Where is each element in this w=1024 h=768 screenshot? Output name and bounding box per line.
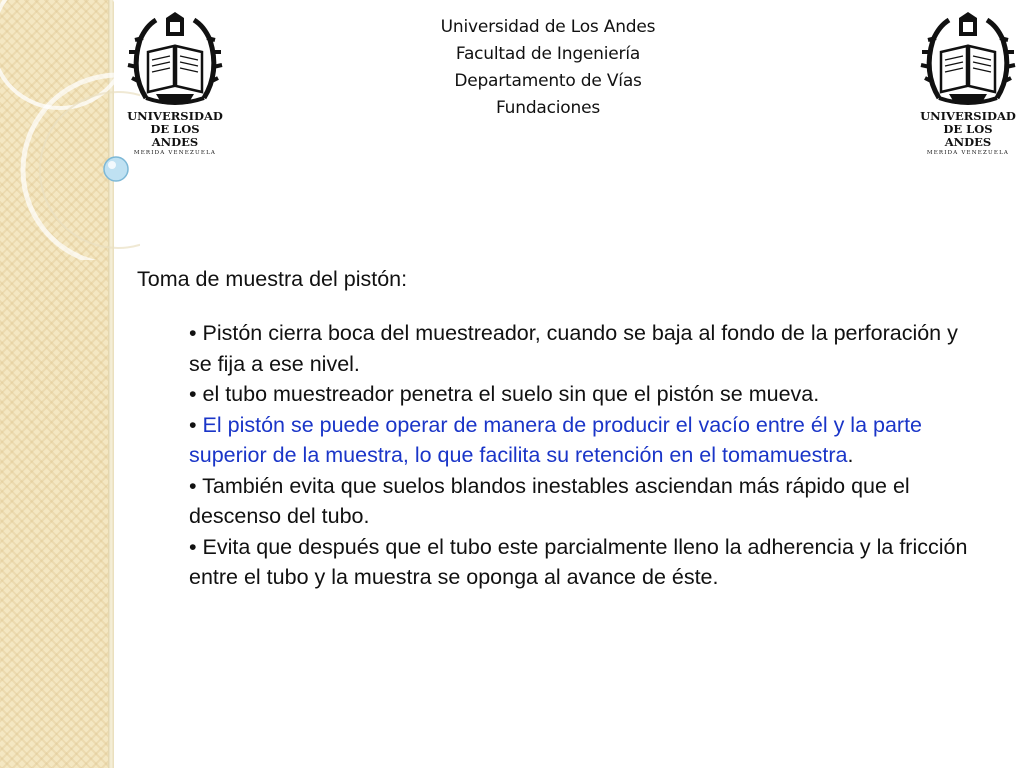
logo-name-line2: DE LOS ANDES: [943, 122, 993, 149]
header-university: Universidad de Los Andes: [440, 17, 656, 37]
bullet-suffix: .: [847, 443, 854, 467]
logo-city: MERIDA VENEZUELA: [133, 150, 217, 156]
university-seal-icon: [126, 12, 224, 110]
header-department: Departamento de Vías: [454, 71, 642, 91]
header-course: Fundaciones: [496, 98, 600, 118]
logo-name-line1: UNIVERSIDAD: [920, 109, 1016, 123]
bullet-item-4: • También evita que suelos blandos inestables asciendan más rápido que el descenso del tubo.: [189, 473, 910, 528]
bullet-item-3: [189, 410, 979, 471]
logo-name-line2: DE LOS ANDES: [150, 122, 200, 149]
slide-header: [330, 14, 766, 122]
university-logo-left: [126, 12, 224, 156]
bullet-highlight-text: El pistón se puede operar de manera de producir el vacío entre él y la parte superior de la muestra, lo que facilita su retención en el tomamuestra: [189, 412, 922, 467]
slide-heading: Toma de muestra del pistón:: [137, 267, 408, 291]
university-logo-right: [919, 12, 1017, 156]
logo-name-line1: UNIVERSIDAD: [127, 109, 223, 123]
bullet-list: [189, 318, 979, 593]
logo-city: MERIDA VENEZUELA: [926, 150, 1010, 156]
header-faculty: Facultad de Ingeniería: [455, 44, 641, 64]
decorative-dot-icon: [104, 157, 128, 181]
bullet-item-1: • Pistón cierra boca del muestreador, cuando se baja al fondo de la perforación y se fija a ese nivel.: [189, 321, 958, 376]
university-seal-icon: [919, 12, 1017, 110]
decorative-circles: [0, 0, 140, 260]
bullet-item-2: • el tubo muestreador penetra el suelo sin que el pistón se mueva.: [189, 382, 820, 406]
slide-content: [137, 263, 997, 593]
bullet-marker: •: [189, 412, 203, 437]
bullet-item-5: • Evita que después que el tubo este parcialmente lleno la adherencia y la fricción entre el tubo y la muestra se oponga al avance de éste.: [189, 534, 968, 589]
